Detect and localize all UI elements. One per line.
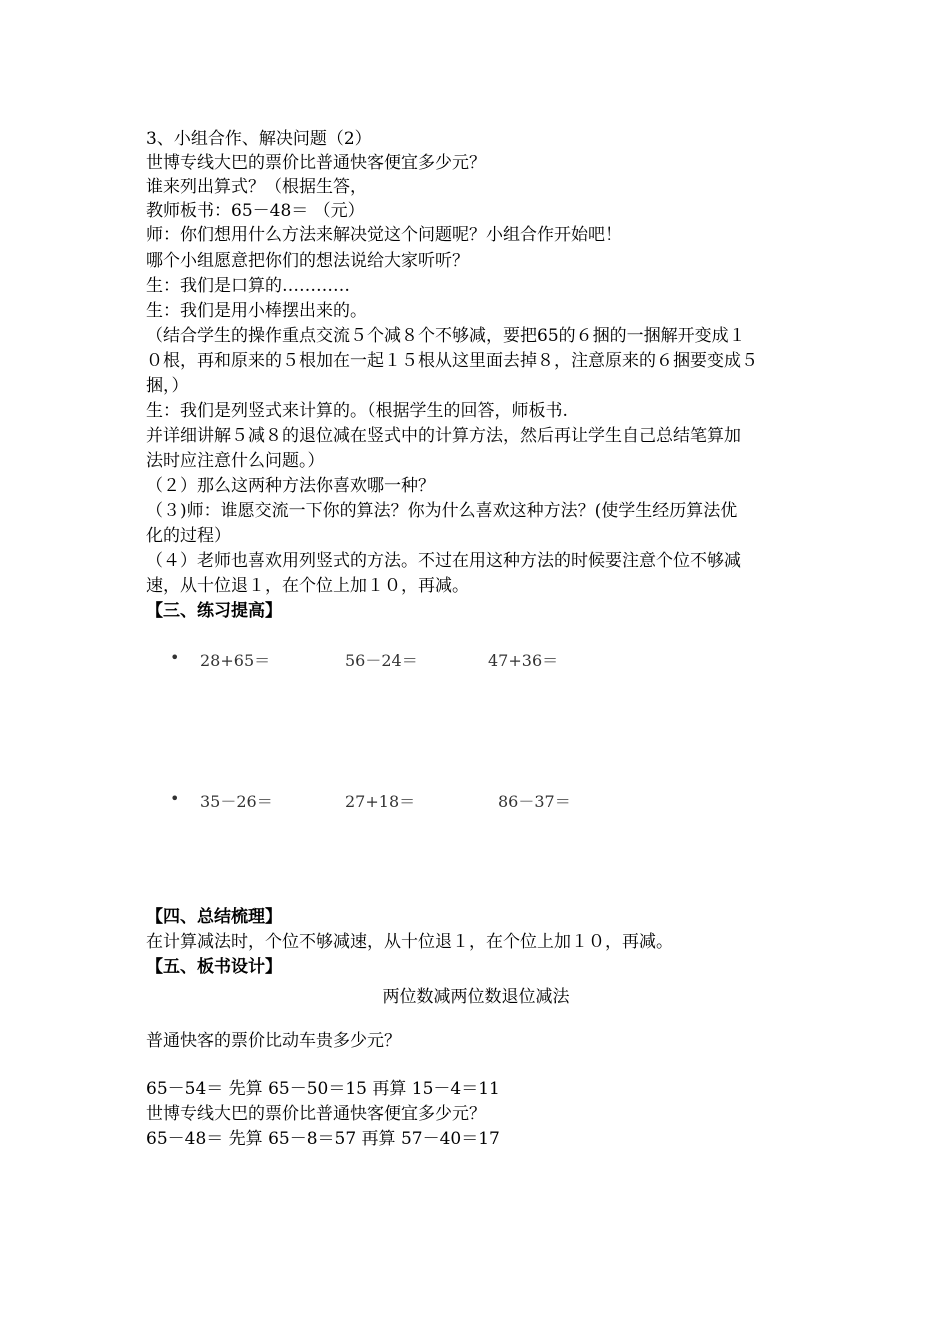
- paragraph-text: （３)师：谁愿交流一下你的算法？你为什么喜欢这种方法？(使学生经历算法优: [146, 501, 738, 521]
- paragraph-text: 谁来列出算式？（根据生答，: [146, 177, 367, 197]
- equation-line: 65－54＝ 先算 65－50＝15 再算 15－4＝11: [146, 1079, 500, 1099]
- section-heading: 【三、练习提高】: [146, 601, 282, 621]
- section-heading: 3、小组合作、解决问题（2）: [146, 129, 372, 149]
- summary-text: 在计算减法时，个位不够减速，从十位退１，在个位上加１０，再减。: [146, 932, 673, 952]
- paragraph-text: 并详细讲解５减８的退位减在竖式中的计算方法，然后再让学生自己总结笔算加: [146, 426, 741, 446]
- teacher-line: 哪个小组愿意把你们的想法说给大家听听？: [146, 251, 469, 271]
- question-text: 世博专线大巴的票价比普通快客便宜多少元？: [146, 153, 486, 173]
- exercise-item: 35－26＝: [200, 792, 273, 811]
- bullet: •: [170, 789, 180, 808]
- paragraph-text: 法时应注意什么问题。）: [146, 451, 325, 471]
- board-title: 两位数减两位数退位减法: [382, 987, 570, 1007]
- paragraph-text: （２）那么这两种方法你喜欢哪一种？: [146, 476, 435, 496]
- paragraph-text: ０根，再和原来的５根加在一起１５根从这里面去掉８，注意原来的６捆要变成５: [146, 351, 758, 371]
- board-writing: 教师板书：65－48＝ （元）: [146, 201, 365, 221]
- exercise-item: 27+18＝: [345, 792, 416, 811]
- student-line: 生：我们是列竖式来计算的。（根据学生的回答，师板书.: [146, 401, 568, 421]
- section-heading: 【四、总结梳理】: [146, 907, 282, 927]
- bullet: •: [170, 648, 180, 667]
- question-text: 世博专线大巴的票价比普通快客便宜多少元？: [146, 1104, 486, 1124]
- student-line: 生：我们是用小棒摆出来的。: [146, 301, 367, 321]
- exercise-item: 56－24＝: [345, 651, 418, 670]
- student-line: 生：我们是口算的…………: [146, 276, 350, 296]
- question-text: 普通快客的票价比动车贵多少元？: [146, 1031, 401, 1051]
- paragraph-text: 速，从十位退１，在个位上加１０，再减。: [146, 576, 469, 596]
- exercise-item: 86－37＝: [498, 792, 571, 811]
- exercise-item: 47+36＝: [488, 651, 559, 670]
- equation-line: 65－48＝ 先算 65－8＝57 再算 57－40＝17: [146, 1129, 500, 1149]
- section-heading: 【五、板书设计】: [146, 957, 282, 977]
- exercise-item: 28+65＝: [200, 651, 271, 670]
- paragraph-text: 化的过程）: [146, 526, 231, 546]
- paragraph-text: （结合学生的操作重点交流５个减８个不够减，要把65的６捆的一捆解开变成１: [146, 326, 746, 346]
- paragraph-text: 捆，）: [146, 376, 189, 396]
- paragraph-text: （４）老师也喜欢用列竖式的方法。不过在用这种方法的时候要注意个位不够减: [146, 551, 741, 571]
- teacher-line: 师：你们想用什么方法来解决觉这个问题呢？小组合作开始吧！: [146, 225, 622, 245]
